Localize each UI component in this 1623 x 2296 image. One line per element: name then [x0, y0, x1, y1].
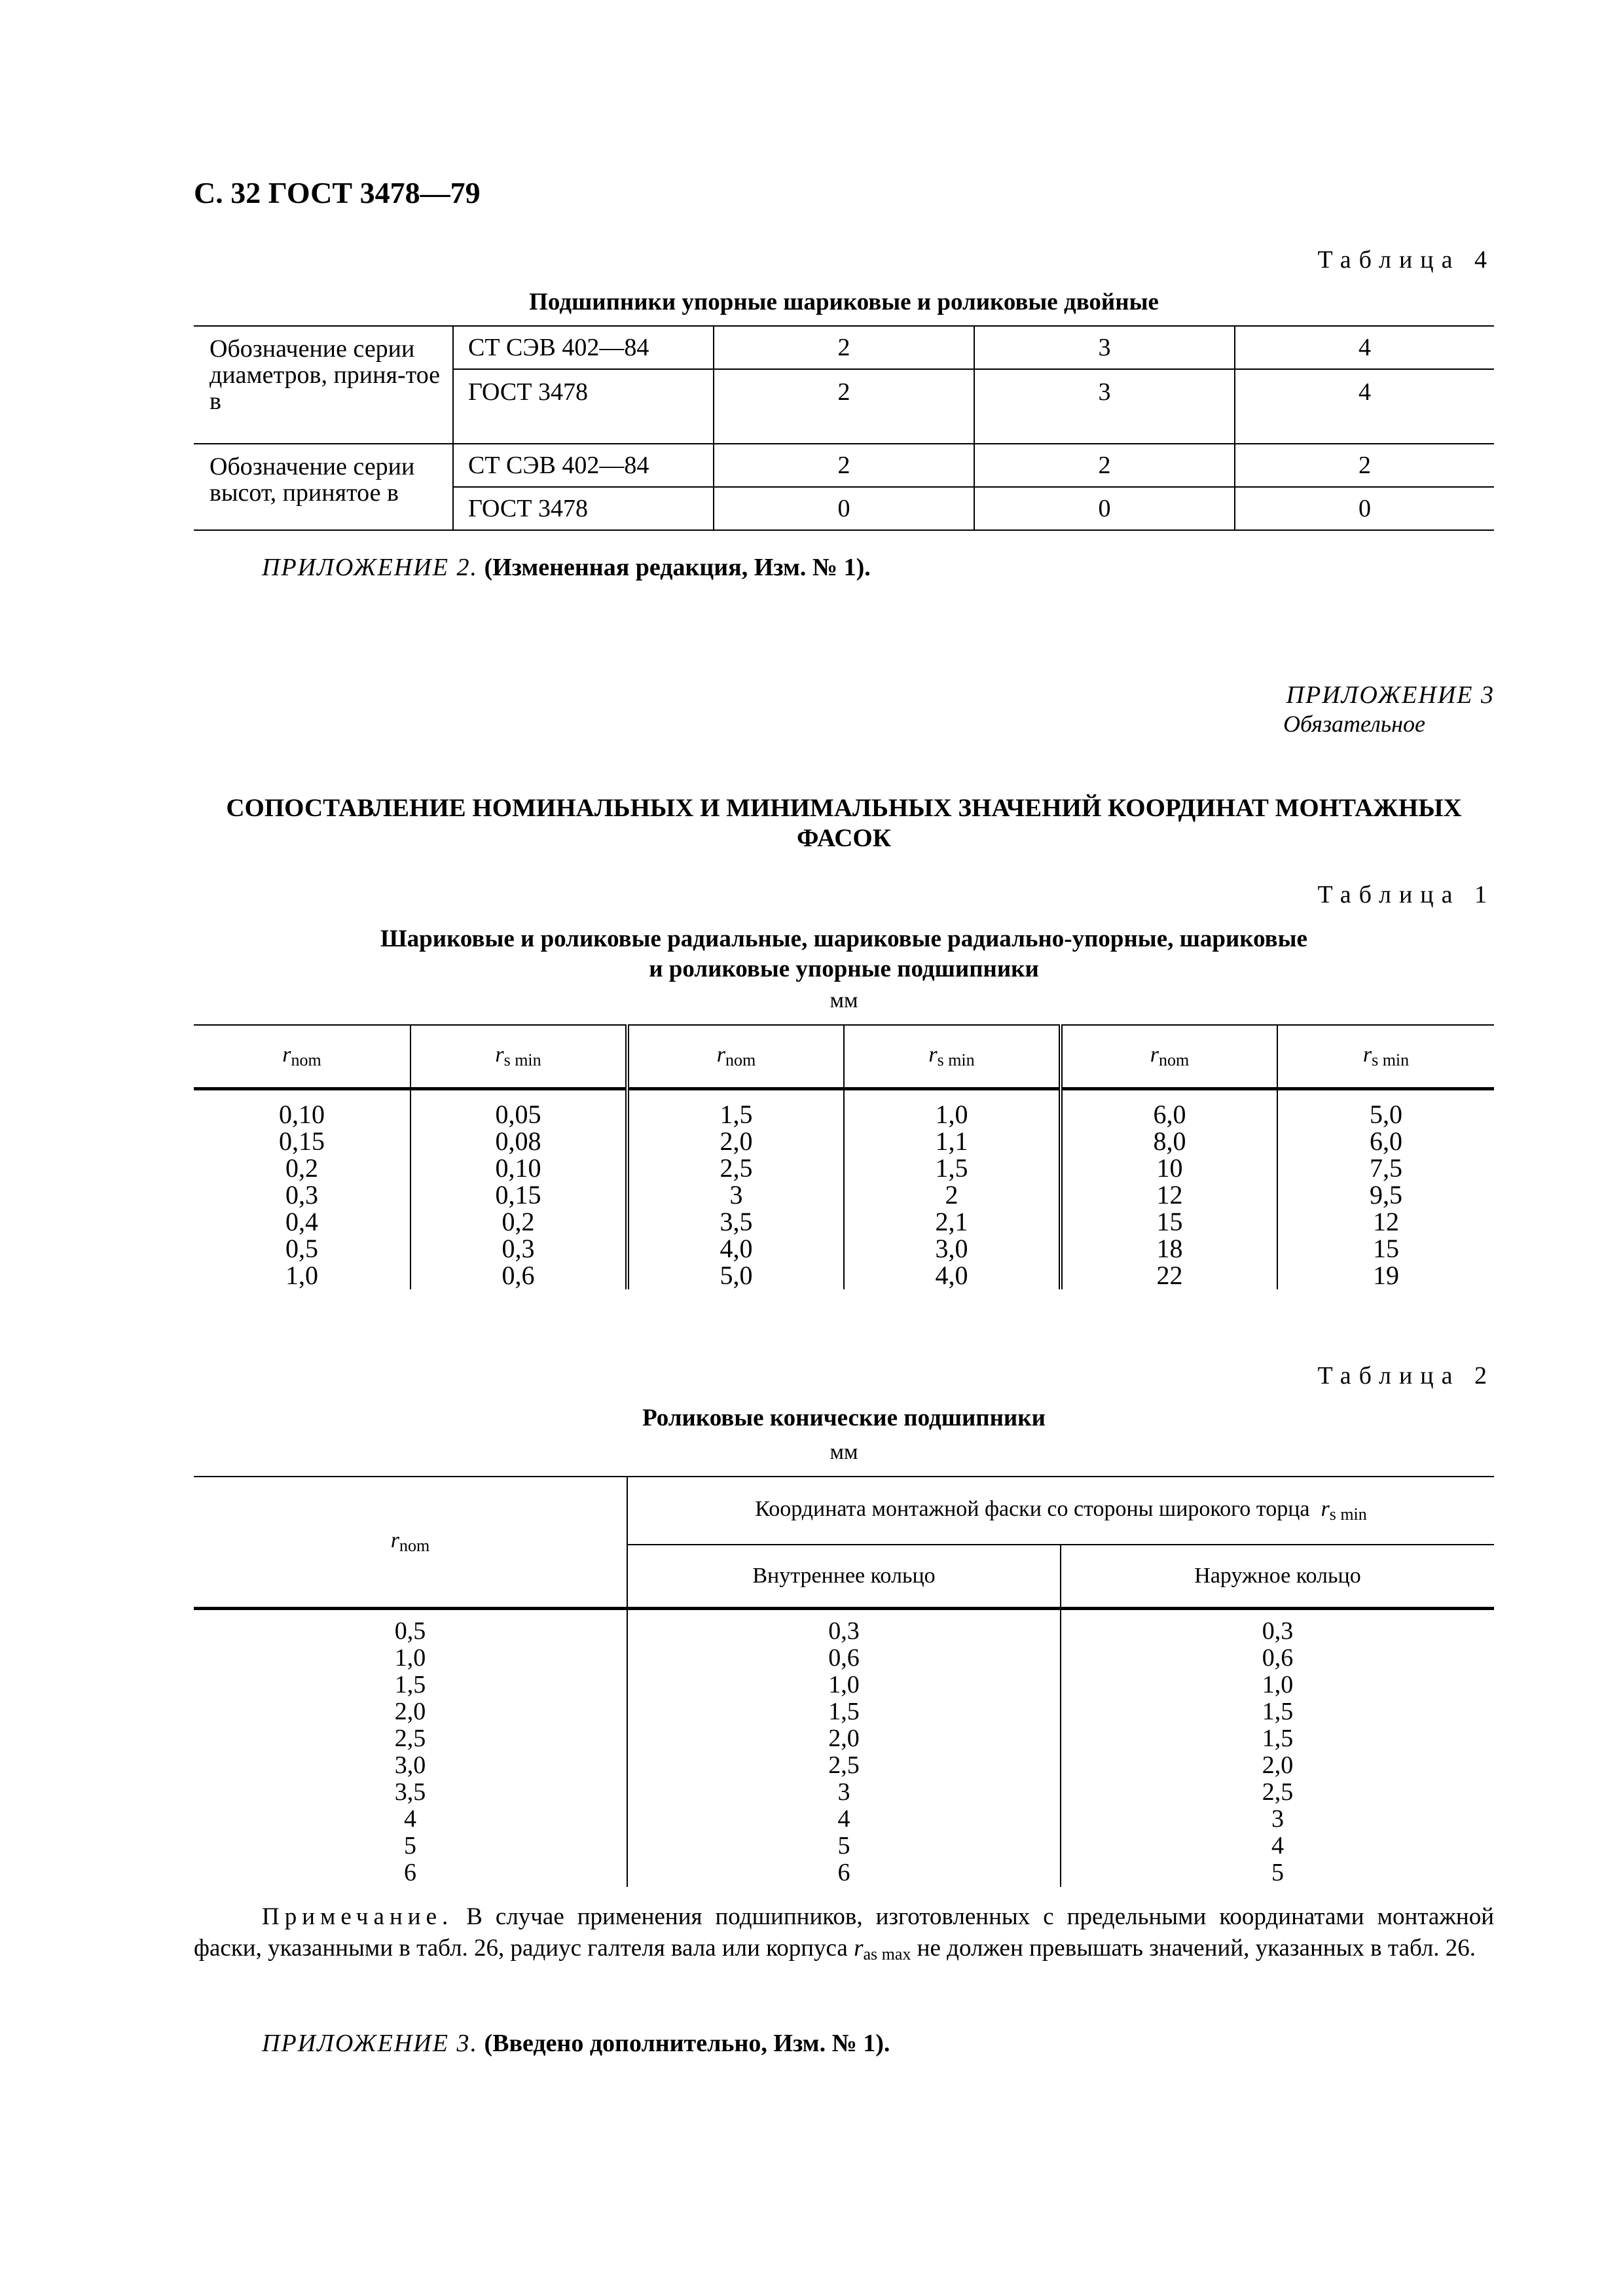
- cell-value: 4,0: [720, 1234, 753, 1263]
- cell-value: 3,0: [935, 1234, 968, 1263]
- cell-value: 1,0: [285, 1261, 318, 1290]
- cell-value: 0,3: [828, 1617, 860, 1645]
- table4-cell: 2: [714, 326, 974, 369]
- table1-header: $r_{s min}$: [410, 1025, 627, 1089]
- table4-cell: 0: [1235, 487, 1494, 530]
- cell-value: 3,5: [394, 1778, 426, 1806]
- cell-value: 6,0: [1370, 1126, 1402, 1156]
- table1-header-row: [194, 1025, 1494, 1089]
- cell-value: 1,5: [394, 1671, 426, 1698]
- cell-value: 6: [837, 1859, 850, 1886]
- cell-value: 10: [1156, 1153, 1183, 1183]
- table2-group-header: Координата монтажной фаски со стороны широкого торца $r_{s min}$: [627, 1477, 1494, 1545]
- table4-std: СТ СЭВ 402—84: [453, 326, 714, 369]
- cell-value: 1,5: [1262, 1725, 1294, 1752]
- table2-subheader-inner: Внутреннее кольцо: [627, 1545, 1061, 1609]
- cell-value: 2: [945, 1180, 958, 1210]
- appendix3-heading: [194, 793, 1494, 853]
- table2-label: Таблица 2: [1317, 1362, 1495, 1390]
- cell-value: 6,0: [1153, 1100, 1186, 1129]
- appendix3-status: Обязательное: [1283, 711, 1425, 737]
- cell-value: 3,0: [394, 1751, 426, 1779]
- table1-header: $r_{s min}$: [844, 1025, 1061, 1089]
- table2-header-row: [194, 1477, 1494, 1545]
- table2-body-row: [194, 1609, 1494, 1888]
- cell-value: 5: [404, 1832, 416, 1859]
- appendix2-note-text: (Измененная редакция, Изм. № 1).: [484, 554, 871, 581]
- cell-value: 3: [1271, 1805, 1284, 1833]
- cell-value: 4: [837, 1805, 850, 1833]
- cell-value: 4: [404, 1805, 416, 1833]
- cell-value: 7,5: [1370, 1153, 1402, 1183]
- title-line: и роликовые упорные подшипники: [649, 956, 1039, 982]
- appendix3-note-text: (Введено дополнительно, Изм. № 1).: [484, 2030, 890, 2057]
- table2-column: [194, 1609, 627, 1888]
- heading-line: ФАСОК: [796, 824, 892, 852]
- appendix3-note: [262, 2029, 890, 2058]
- cell-value: 0,15: [279, 1126, 325, 1156]
- appendix3-note-prefix: ПРИЛОЖЕНИЕ 3.: [262, 2030, 478, 2057]
- cell-value: 0,6: [828, 1644, 860, 1672]
- cell-value: 3: [729, 1180, 743, 1210]
- table2-col1-header: $r_{nom}$: [194, 1477, 627, 1609]
- table1-label: Таблица 1: [1317, 881, 1495, 908]
- cell-value: 1,1: [935, 1126, 968, 1156]
- cell-value: 2,0: [828, 1725, 860, 1752]
- cell-value: 0,2: [501, 1207, 535, 1236]
- table2-subheader-outer: Наружное кольцо: [1061, 1545, 1494, 1609]
- table4-cell: 0: [714, 487, 974, 530]
- cell-value: 2,5: [828, 1751, 860, 1779]
- table2: [194, 1476, 1494, 1887]
- table4-cell: 4: [1235, 326, 1494, 369]
- cell-value: 15: [1373, 1234, 1399, 1263]
- cell-value: 2,0: [1262, 1751, 1294, 1779]
- table1-title: [194, 924, 1494, 984]
- cell-value: 4,0: [935, 1261, 968, 1290]
- table4-title: Подшипники упорные шариковые и роликовые двойные: [529, 289, 1159, 315]
- note-text-after: не должен превышать значений, указанных в табл. 26.: [917, 1935, 1476, 1962]
- note-var-sub: as max: [863, 1945, 911, 1964]
- cell-value: 8,0: [1153, 1126, 1186, 1156]
- cell-value: 0,5: [394, 1617, 426, 1645]
- appendix2-note: [262, 553, 871, 582]
- table1-header: $r_{s min}$: [1277, 1025, 1494, 1089]
- table4-cell: 3: [974, 369, 1235, 444]
- table-row: [194, 326, 1494, 369]
- note-prefix: Примечание.: [262, 1903, 454, 1930]
- table1-units: мм: [830, 988, 858, 1013]
- table2-title: Роликовые конические подшипники: [642, 1405, 1046, 1431]
- table1-column: [410, 1089, 627, 1290]
- cell-value: 1,0: [394, 1644, 426, 1672]
- table4-param: Обозначение серии диаметров, приня-тое в: [194, 326, 453, 444]
- table2-units: мм: [830, 1440, 858, 1464]
- table2-column: [1061, 1609, 1494, 1888]
- cell-value: 5,0: [1370, 1100, 1402, 1129]
- table4-cell: 2: [714, 369, 974, 444]
- cell-value: 0,3: [501, 1234, 535, 1263]
- cell-value: 1,0: [1262, 1671, 1294, 1698]
- cell-value: 0,3: [1262, 1617, 1294, 1645]
- table1-body-row: [194, 1089, 1494, 1290]
- cell-value: 0,15: [495, 1180, 541, 1210]
- table4-cell: 2: [974, 444, 1235, 487]
- cell-value: 22: [1156, 1261, 1183, 1290]
- table1-column: [627, 1089, 844, 1290]
- cell-value: 3,5: [720, 1207, 753, 1236]
- cell-value: 1,0: [935, 1100, 968, 1129]
- cell-value: 5: [837, 1832, 850, 1859]
- cell-value: 0,3: [285, 1180, 318, 1210]
- cell-value: 0,05: [495, 1100, 541, 1129]
- table4-cell: 2: [1235, 444, 1494, 487]
- table1-column: [1277, 1089, 1494, 1290]
- appendix2-note-prefix: ПРИЛОЖЕНИЕ 2.: [262, 554, 478, 581]
- cell-value: 2,5: [1262, 1778, 1294, 1806]
- table4-label: Таблица 4: [1317, 246, 1495, 274]
- table1: [194, 1024, 1494, 1289]
- table4-cell: 3: [974, 326, 1235, 369]
- cell-value: 0,10: [279, 1100, 325, 1129]
- cell-value: 0,10: [495, 1153, 541, 1183]
- table1-column: [194, 1089, 410, 1290]
- cell-value: 12: [1373, 1207, 1399, 1236]
- table4-std: СТ СЭВ 402—84: [453, 444, 714, 487]
- note-text: В случае применения подшипников, изготовленных с предельными координатами монтажной фаски, указанными в табл. 26, радиус галтеля вала или корпуса: [194, 1903, 1495, 1962]
- note-paragraph: [194, 1901, 1494, 1970]
- table4-std: ГОСТ 3478: [453, 487, 714, 530]
- table1-header: $r_{nom}$: [1061, 1025, 1277, 1089]
- cell-value: 1,5: [1262, 1698, 1294, 1725]
- table1-header: $r_{nom}$: [194, 1025, 410, 1089]
- page-header: С. 32 ГОСТ 3478—79: [194, 176, 481, 209]
- table-row: [194, 444, 1494, 487]
- cell-value: 9,5: [1370, 1180, 1402, 1210]
- cell-value: 1,5: [828, 1698, 860, 1725]
- table1-header: $r_{nom}$: [627, 1025, 844, 1089]
- cell-value: 1,5: [935, 1153, 968, 1183]
- cell-value: 12: [1156, 1180, 1183, 1210]
- cell-value: 2,5: [720, 1153, 753, 1183]
- cell-value: 5: [1271, 1859, 1284, 1886]
- cell-value: 0,6: [501, 1261, 535, 1290]
- cell-value: 0,2: [285, 1153, 318, 1183]
- appendix3-label: ПРИЛОЖЕНИЕ 3: [1286, 681, 1495, 709]
- cell-value: 0,08: [495, 1126, 541, 1156]
- cell-value: 2,0: [720, 1126, 753, 1156]
- table4-cell: 0: [974, 487, 1235, 530]
- table4: [194, 325, 1494, 531]
- cell-value: 2,5: [394, 1725, 426, 1752]
- cell-value: 18: [1156, 1234, 1183, 1263]
- table4-cell: 2: [714, 444, 974, 487]
- cell-value: 15: [1156, 1207, 1183, 1236]
- cell-value: 0,5: [285, 1234, 318, 1263]
- cell-value: 1,0: [828, 1671, 860, 1698]
- cell-value: 5,0: [720, 1261, 753, 1290]
- cell-value: 4: [1271, 1832, 1284, 1859]
- cell-value: 6: [404, 1859, 416, 1886]
- title-line: Шариковые и роликовые радиальные, шариковые радиально-упорные, шариковые: [380, 925, 1307, 952]
- table1-column: [1061, 1089, 1277, 1290]
- table4-param: Обозначение серии высот, принятое в: [194, 444, 453, 530]
- table1-column: [844, 1089, 1061, 1290]
- heading-line: СОПОСТАВЛЕНИЕ НОМИНАЛЬНЫХ И МИНИМАЛЬНЫХ ЗНАЧЕНИЙ КООРДИНАТ МОНТАЖНЫХ: [226, 794, 1462, 822]
- table4-cell: 4: [1235, 369, 1494, 444]
- cell-value: 2,1: [935, 1207, 968, 1236]
- cell-value: 19: [1373, 1261, 1399, 1290]
- cell-value: 0,4: [285, 1207, 318, 1236]
- cell-value: 2,0: [394, 1698, 426, 1725]
- cell-value: 1,5: [720, 1100, 753, 1129]
- cell-value: 0,6: [1262, 1644, 1294, 1672]
- note-var: r: [854, 1935, 864, 1962]
- table2-column: [627, 1609, 1061, 1888]
- cell-value: 3: [837, 1778, 850, 1806]
- table4-std: ГОСТ 3478: [453, 369, 714, 444]
